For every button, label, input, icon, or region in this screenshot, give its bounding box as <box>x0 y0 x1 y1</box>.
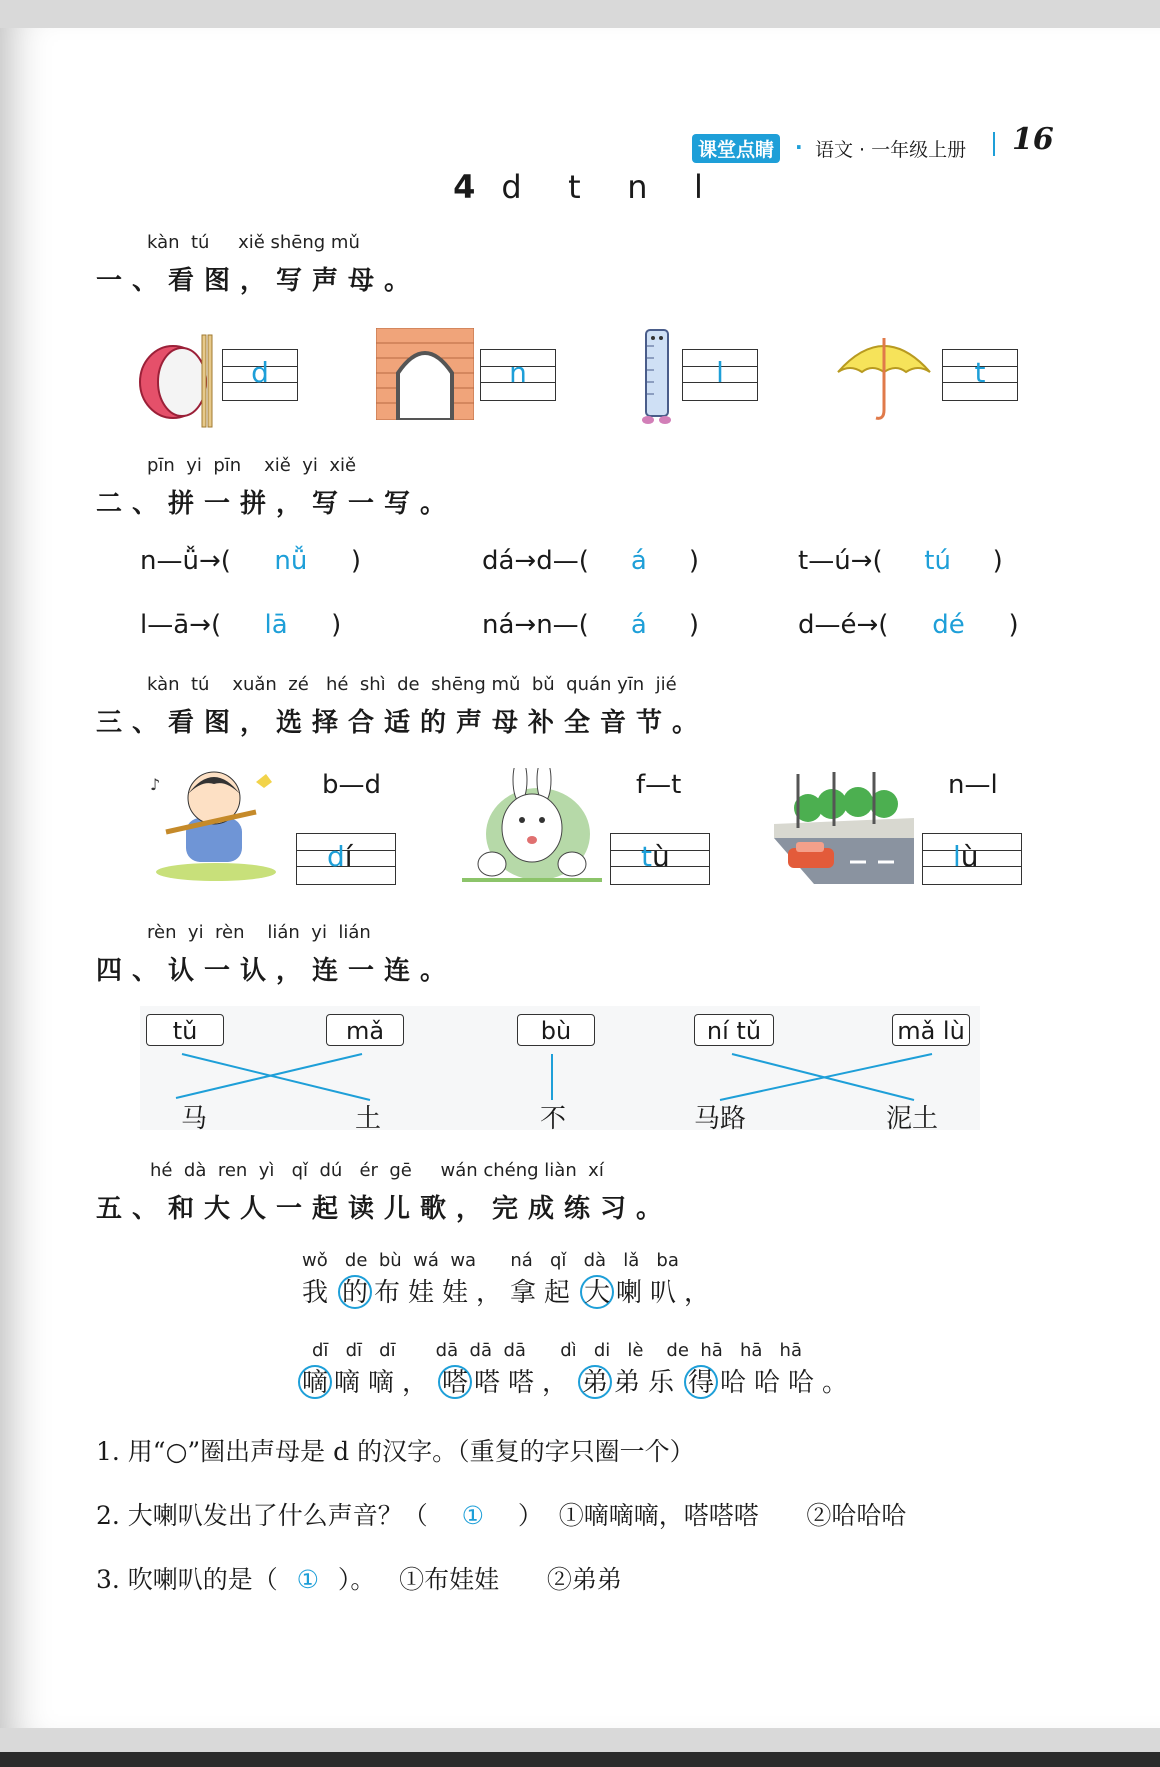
svg-text:♪: ♪ <box>150 775 161 794</box>
s2-item-2: dá→d—( á ) <box>482 546 700 576</box>
s2-heading: 二、拼一拼，写一写。 <box>96 489 457 519</box>
s3-choices-1: b—d <box>322 770 382 800</box>
s2-item-3: t—ú→( tú ) <box>798 546 1003 576</box>
s5-line1-pinyin: wǒ de bù wá wa ná qǐ dà lǎ ba <box>302 1250 679 1271</box>
ruler-image <box>636 326 682 426</box>
header-separator <box>993 132 995 156</box>
circled-char: 弟 <box>578 1365 612 1399</box>
s4-bottom-4: 马路 <box>694 1104 747 1134</box>
s4-pinyin: rèn yi rèn lián yi lián <box>147 922 371 943</box>
s4-top-4: ní tǔ <box>694 1014 774 1046</box>
s3-heading: 三、看图，选择合适的声母补全音节。 <box>96 708 709 738</box>
circled-char: 的 <box>338 1275 372 1309</box>
s1-answer-box-2: n <box>480 349 556 401</box>
s4-top-1: tǔ <box>146 1014 224 1046</box>
s2-item-6: d—é→( dé ) <box>798 610 1019 640</box>
s1-pinyin: kàn tú xiě shēng mǔ <box>147 232 360 253</box>
s5-question-3: 3. 吹喇叭的是（ ① ）。 ①布娃娃 ②弟弟 <box>96 1565 622 1594</box>
s4-top-5: mǎ lù <box>892 1014 970 1046</box>
s5-line2: 嘀 嘀嘀， 嗒 嗒嗒， 弟 弟乐 得 哈哈哈。 <box>296 1362 856 1399</box>
s4-heading: 四、认一认，连一连。 <box>96 956 457 986</box>
umbrella-image <box>834 330 934 422</box>
s3-answer-box-3: lù <box>922 833 1022 885</box>
road-car-image <box>774 766 914 884</box>
s5-line2-pinyin: dī dī dī dā dā dā dì di lè de hā hā hā <box>312 1340 802 1361</box>
header-subject: 语文 · 一年级上册 <box>815 139 967 161</box>
s4-bottom-1: 马 <box>181 1104 208 1134</box>
s3-choices-3: n—l <box>948 770 998 800</box>
page-number: 16 <box>1012 122 1054 157</box>
lesson-number: 4 <box>453 168 480 206</box>
s3-answer-box-1: dí <box>296 833 396 885</box>
s3-answer-box-2: tù <box>610 833 710 885</box>
s4-top-3: bù <box>517 1014 595 1046</box>
s2-item-5: ná→n—( á ) <box>482 610 699 640</box>
s2-pinyin: pīn yi pīn xiě yi xiě <box>147 455 357 476</box>
s5-heading: 五、和大人一起读儿歌，完成练习。 <box>96 1194 673 1224</box>
lesson-letters: d t n l <box>501 168 707 206</box>
s4-top-2: mǎ <box>326 1014 404 1046</box>
s3-pinyin: kàn tú xuǎn zé hé shì de shēng mǔ bǔ quán yīn jié <box>147 674 677 695</box>
s4-bottom-2: 土 <box>355 1104 382 1134</box>
s1-answer-box-1: d <box>222 349 298 401</box>
s1-answer-box-3: l <box>682 349 758 401</box>
s4-bottom-5: 泥土 <box>886 1104 939 1134</box>
header-badge: 课堂点睛 <box>692 134 780 163</box>
s4-bottom-3: 不 <box>540 1104 567 1134</box>
s3-choices-2: f—t <box>636 770 682 800</box>
s5-question-2: 2. 大喇叭发出了什么声音？（ ① ） ①嘀嘀嘀，嗒嗒嗒 ②哈哈哈 <box>96 1501 907 1530</box>
s5-pinyin: hé dà ren yì qǐ dú ér gē wán chéng liàn xí <box>150 1160 604 1181</box>
header-dot: · <box>795 135 803 159</box>
drum-image <box>138 330 218 430</box>
s5-question-1: 1. 用“○”圈出声母是 d 的汉字。（重复的字只圈一个） <box>96 1437 695 1466</box>
s1-heading: 一、看图，写声母。 <box>96 266 421 296</box>
s5-line1: 我 的 布娃娃，拿起 大 喇叭， <box>302 1272 718 1309</box>
lesson-title <box>0 168 1160 206</box>
s1-answer-box-4: t <box>942 349 1018 401</box>
circled-char: 得 <box>684 1365 718 1399</box>
arch-door-image <box>376 328 474 420</box>
s2-item-4: l—ā→( lā ) <box>140 610 342 640</box>
rabbits-image <box>462 768 602 882</box>
boy-flute-image <box>146 760 286 882</box>
circled-char: 嗒 <box>438 1365 472 1399</box>
bottom-edge <box>0 1752 1160 1767</box>
circled-char: 大 <box>580 1275 614 1309</box>
circled-char: 嘀 <box>298 1365 332 1399</box>
matching-lines <box>140 1046 980 1106</box>
s2-item-1: n—ǚ→( nǚ ) <box>140 546 362 576</box>
